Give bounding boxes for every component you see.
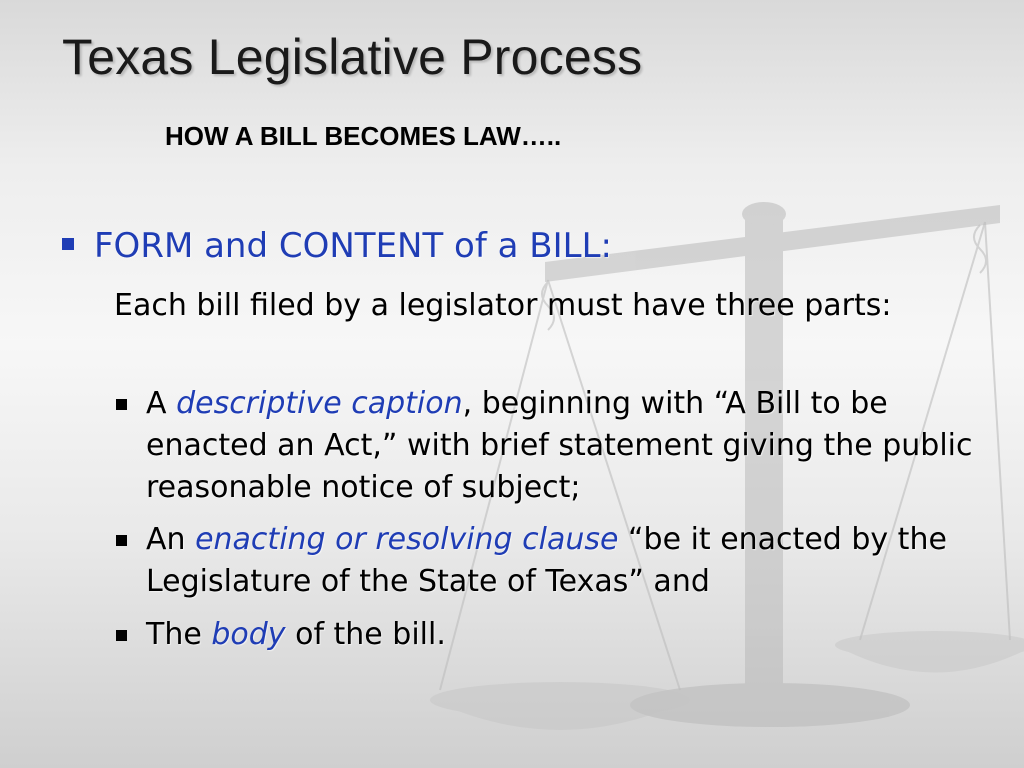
list-item: [116, 614, 1006, 656]
square-bullet-icon: [116, 399, 127, 410]
section-heading: [62, 226, 612, 267]
item-suffix: “be it enacted by the Legislature of the State of Texas” and: [146, 522, 947, 599]
item-suffix: of the bill.: [285, 617, 446, 652]
item-emphasis: body: [211, 617, 286, 652]
lead-paragraph: Each bill filed by a legislator must have three parts:: [114, 288, 892, 323]
item-prefix: The: [146, 617, 212, 652]
square-bullet-icon: [116, 535, 127, 546]
list-item: [116, 519, 1006, 603]
square-bullet-icon: [62, 238, 74, 250]
slide-title: Texas Legislative Process: [62, 29, 643, 85]
slide-subtitle: HOW A BILL BECOMES LAW…..: [165, 121, 562, 151]
item-prefix: An: [146, 522, 196, 557]
item-prefix: A: [146, 386, 177, 421]
square-bullet-icon: [116, 630, 127, 641]
item-suffix: , beginning with “A Bill to be enacted an Act,” with brief statement giving the public reasonable notice of subject;: [146, 386, 973, 505]
section-heading-text: FORM and CONTENT of a BILL:: [94, 226, 612, 266]
list-item: [116, 383, 1006, 509]
item-emphasis: enacting or resolving clause: [195, 522, 619, 557]
item-emphasis: descriptive caption: [176, 386, 463, 421]
